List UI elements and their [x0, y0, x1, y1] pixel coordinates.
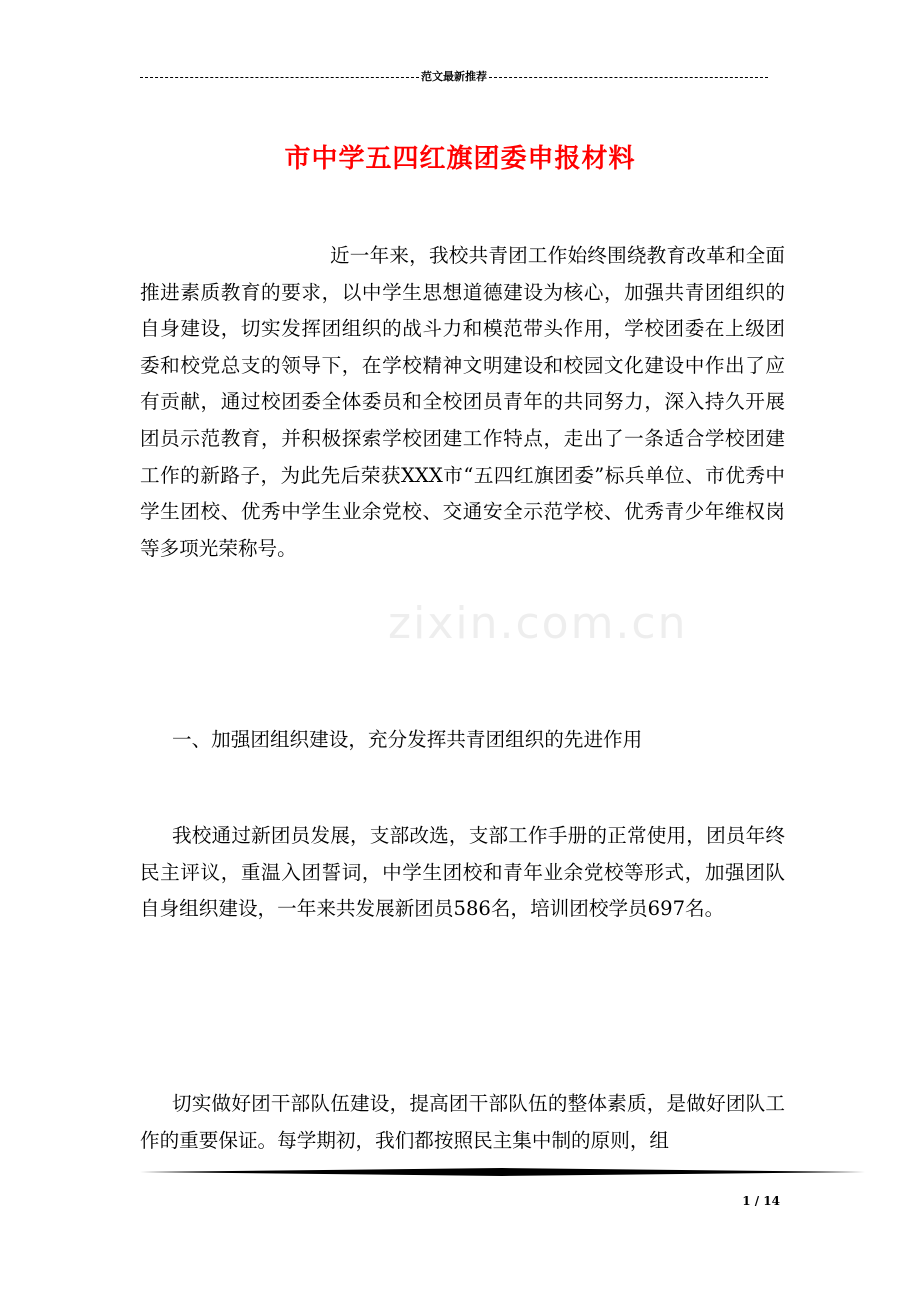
header-dashes-right	[489, 77, 768, 78]
footer-rule	[140, 1165, 865, 1179]
header-dashes-left	[140, 77, 419, 78]
page-header	[140, 68, 768, 86]
section-heading: 一、加强团组织建设，充分发挥共青团组织的先进作用	[172, 728, 643, 751]
watermark: zixin.com.cn	[388, 598, 688, 649]
header-label: 范文最新推荐	[421, 70, 487, 83]
page-number: 1 / 14	[742, 1194, 780, 1208]
intro-paragraph: 近一年来，我校共青团工作始终围绕教育改革和全面推进素质教育的要求，以中学生思想道德建设为核心，加强共青团组织的自身建设，切实发挥团组织的战斗力和模范带头作用，学校团委在上级团委和校党总支的领导下，在学校精神文明建设和校园文化建设中作出了应有贡献，通过校团委全体委员和全校团员青年的共同努力，深入持久开展团员示范教育，并积极探索学校团建工作特点，走出了一条适合学校团建工作的新路子，为此先后荣获XXX市“五四红旗团委”标兵单位、市优秀中学生团校、优秀中学生业余党校、交通安全示范学校、优秀青少年维权岗等多项光荣称号。	[140, 244, 785, 560]
document-title: 市中学五四红旗团委申报材料	[284, 144, 636, 175]
body-paragraph: 我校通过新团员发展，支部改选，支部工作手册的正常使用，团员年终民主评议，重温入团誓词，中学生团校和青年业余党校等形式，加强团队自身组织建设，一年来共发展新团员586名，培训团校学员697名。	[140, 824, 785, 921]
body-paragraph-continued: 切实做好团干部队伍建设，提高团干部队伍的整体素质，是做好团队工作的重要保证。每学期初，我们都按照民主集中制的原则，组	[140, 1092, 785, 1152]
